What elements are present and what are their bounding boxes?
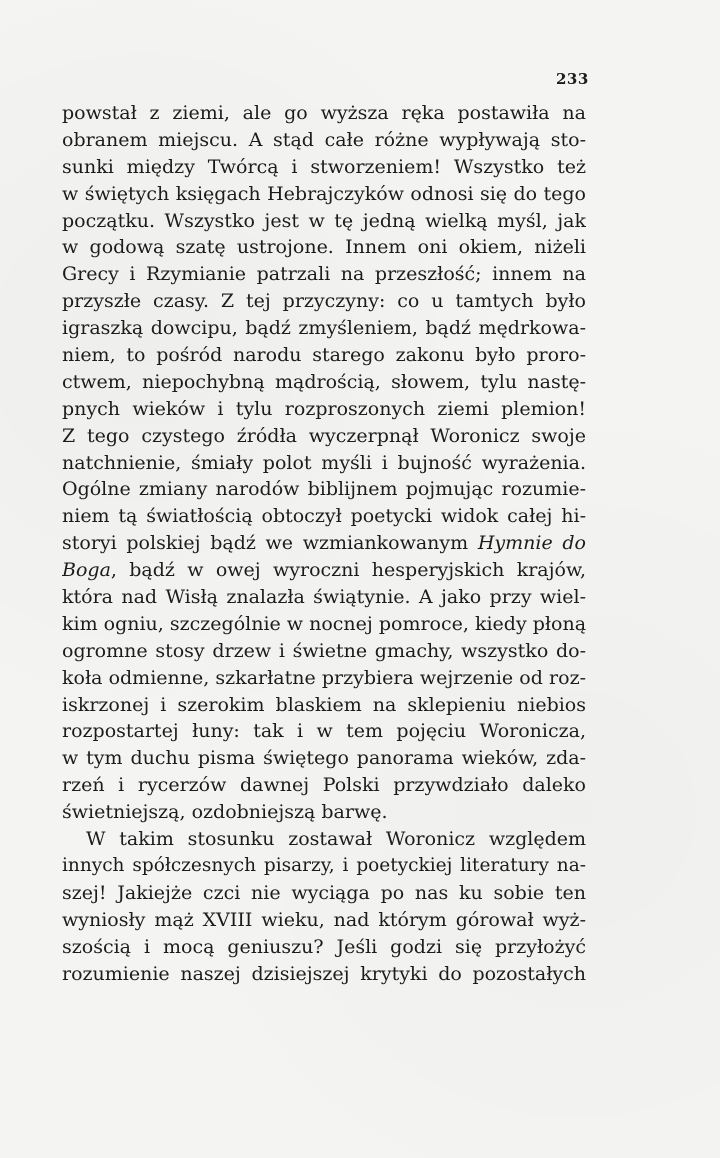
text-line: natchnienie, śmiały polot myśli i bujność wyrażenia.: [62, 451, 586, 474]
text-line: Grecy i Rzymianie patrzali na przeszłość; innem na: [62, 263, 586, 286]
text-line: rozpostartej łuny: tak i w tem pojęciu Woronicza,: [62, 720, 586, 743]
text-line: obranem miejscu. A stąd całe różne wypływają sto-: [62, 128, 586, 151]
text-line: ogromne stosy drzew i świetne gmachy, wszystko do-: [62, 639, 586, 662]
text-line: szością i mocą geniuszu? Jeśli godzi się przyłożyć: [62, 935, 586, 958]
italic-title: Hymnie do: [477, 532, 586, 555]
page-number: 233: [556, 70, 589, 88]
text-line: koła odmienne, szkarłatne przybiera wejrzenie od roz-: [62, 666, 586, 689]
text-line: rzeń i rycerzów dawnej Polski przywdziało daleko: [62, 774, 586, 797]
text-line: przyszłe czasy. Z tej przyczyny: co u tamtych było: [62, 290, 586, 313]
text-line: ctwem, niepochybną mądrością, słowem, tylu nastę-: [62, 370, 586, 393]
text-line: sunki między Twórcą i stworzeniem! Wszystko też: [62, 155, 586, 178]
text-line: początku. Wszystko jest w tę jedną wielką myśl, jak: [62, 209, 586, 232]
text-line: [62, 530, 586, 557]
text-line: w tym duchu pisma świętego panorama wieków, zda-: [62, 747, 586, 770]
text-line: iskrzonej i szerokim blaskiem na sklepieniu niebios: [62, 693, 586, 716]
text-segment: , bądź w owej wyroczni hesperyjskich krajów,: [110, 559, 586, 582]
text-line: W takim stosunku zostawał Woronicz względem: [86, 828, 586, 851]
text-line: rozumienie naszej dzisiejszej krytyki do pozostałych: [62, 962, 586, 985]
text-line: która nad Wisłą znalazła świątynie. A jako przy wiel-: [62, 586, 586, 609]
text-line: Z tego czystego źródła wyczerpnął Woronicz swoje: [62, 424, 586, 447]
text-line: niem, to pośród narodu starego zakonu było proro-: [62, 344, 586, 367]
body-text: [62, 100, 586, 987]
text-line: w świętych księgach Hebrajczyków odnosi się do tego: [62, 182, 586, 205]
text-line: w godową szatę ustrojone. Innem oni okiem, niżeli: [62, 236, 586, 259]
text-line: pnych wieków i tylu rozproszonych ziemi plemion!: [62, 397, 586, 420]
text-line: kim ogniu, szczególnie w nocnej pomroce, kiedy płoną: [62, 612, 586, 635]
text-line: szej! Jakiejże czci nie wyciąga po nas ku sobie ten: [62, 881, 586, 904]
text-line: [62, 557, 586, 584]
text-line: igraszką dowcipu, bądź zmyśleniem, bądź mędrkowa-: [62, 317, 586, 340]
text-line: świetniejszą, ozdobniejszą barwę.: [62, 801, 388, 824]
text-line: Ogólne zmiany narodów biblijnem pojmując rozumie-: [62, 478, 586, 501]
text-line: wyniosły mąż XVIII wieku, nad którym górował wyż-: [62, 908, 586, 931]
italic-title: Boga: [62, 559, 111, 582]
text-line: niem tą światłością obtoczył poetycki widok całej hi-: [62, 505, 586, 528]
text-segment: storyi polskiej bądź we wzmiankowanym: [62, 532, 478, 555]
text-line: powstał z ziemi, ale go wyższa ręka postawiła na: [62, 102, 586, 124]
text-line: innych spółczesnych pisarzy, i poetyckiej literatury na-: [62, 854, 586, 876]
